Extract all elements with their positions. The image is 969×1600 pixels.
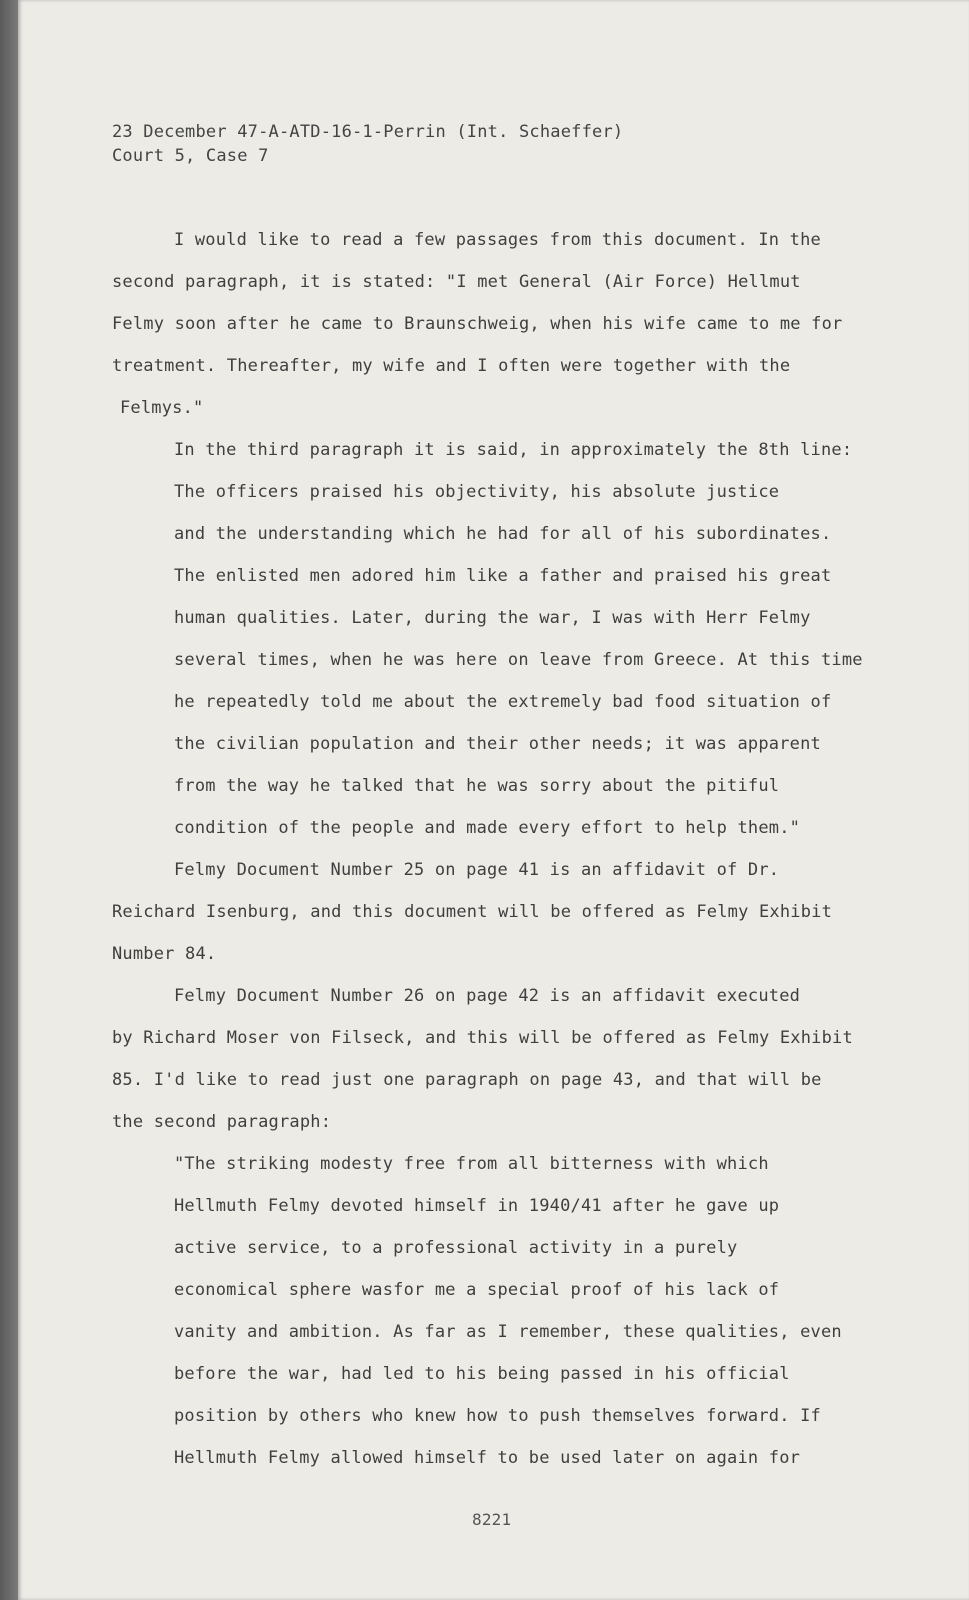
body-line: the second paragraph: bbox=[112, 1112, 332, 1132]
body-line: economical sphere wasfor me a special proof of his lack of bbox=[174, 1280, 780, 1300]
page-number: 8221 bbox=[472, 1510, 512, 1529]
body-line: Felmy Document Number 26 on page 42 is an affidavit executed bbox=[174, 986, 801, 1006]
body-line: Hellmuth Felmy allowed himself to be used later on again for bbox=[174, 1448, 801, 1468]
scan-left-edge bbox=[0, 0, 18, 1600]
body-line: by Richard Moser von Filseck, and this will be offered as Felmy Exhibit bbox=[112, 1028, 853, 1048]
body-line: "The striking modesty free from all bitterness with which bbox=[174, 1154, 769, 1174]
body-line: human qualities. Later, during the war, I was with Herr Felmy bbox=[174, 608, 811, 628]
body-line: before the war, had led to his being passed in his official bbox=[174, 1364, 790, 1384]
header-line-2: Court 5, Case 7 bbox=[112, 146, 269, 166]
header-line-1: 23 December 47-A-ATD-16-1-Perrin (Int. Schaeffer) bbox=[112, 122, 624, 142]
body-line: he repeatedly told me about the extremely bad food situation of bbox=[174, 692, 832, 712]
body-line: second paragraph, it is stated: "I met General (Air Force) Hellmut bbox=[112, 272, 801, 292]
body-line: In the third paragraph it is said, in approximately the 8th line: bbox=[174, 440, 853, 460]
body-line: and the understanding which he had for all of his subordinates. bbox=[174, 524, 832, 544]
body-line: several times, when he was here on leave from Greece. At this time bbox=[174, 650, 863, 670]
document-page bbox=[18, 0, 969, 1600]
body-line: treatment. Thereafter, my wife and I often were together with the bbox=[112, 356, 791, 376]
body-line: 85. I'd like to read just one paragraph on page 43, and that will be bbox=[112, 1070, 822, 1090]
body-line: Hellmuth Felmy devoted himself in 1940/41 after he gave up bbox=[174, 1196, 780, 1216]
body-line: The enlisted men adored him like a father and praised his great bbox=[174, 566, 832, 586]
body-line: from the way he talked that he was sorry about the pitiful bbox=[174, 776, 780, 796]
body-line: Number 84. bbox=[112, 944, 217, 964]
body-line: the civilian population and their other needs; it was apparent bbox=[174, 734, 821, 754]
body-line: Felmys." bbox=[120, 398, 204, 418]
body-line: condition of the people and made every effort to help them." bbox=[174, 818, 801, 838]
body-line: position by others who knew how to push themselves forward. If bbox=[174, 1406, 821, 1426]
body-line: Felmy soon after he came to Braunschweig, when his wife came to me for bbox=[112, 314, 843, 334]
body-line: Reichard Isenburg, and this document will be offered as Felmy Exhibit bbox=[112, 902, 833, 922]
body-line: I would like to read a few passages from this document. In the bbox=[174, 230, 821, 250]
body-line: active service, to a professional activity in a purely bbox=[174, 1238, 738, 1258]
body-line: The officers praised his objectivity, his absolute justice bbox=[174, 482, 780, 502]
body-line: Felmy Document Number 25 on page 41 is an affidavit of Dr. bbox=[174, 860, 780, 880]
body-line: vanity and ambition. As far as I remember, these qualities, even bbox=[174, 1322, 842, 1342]
